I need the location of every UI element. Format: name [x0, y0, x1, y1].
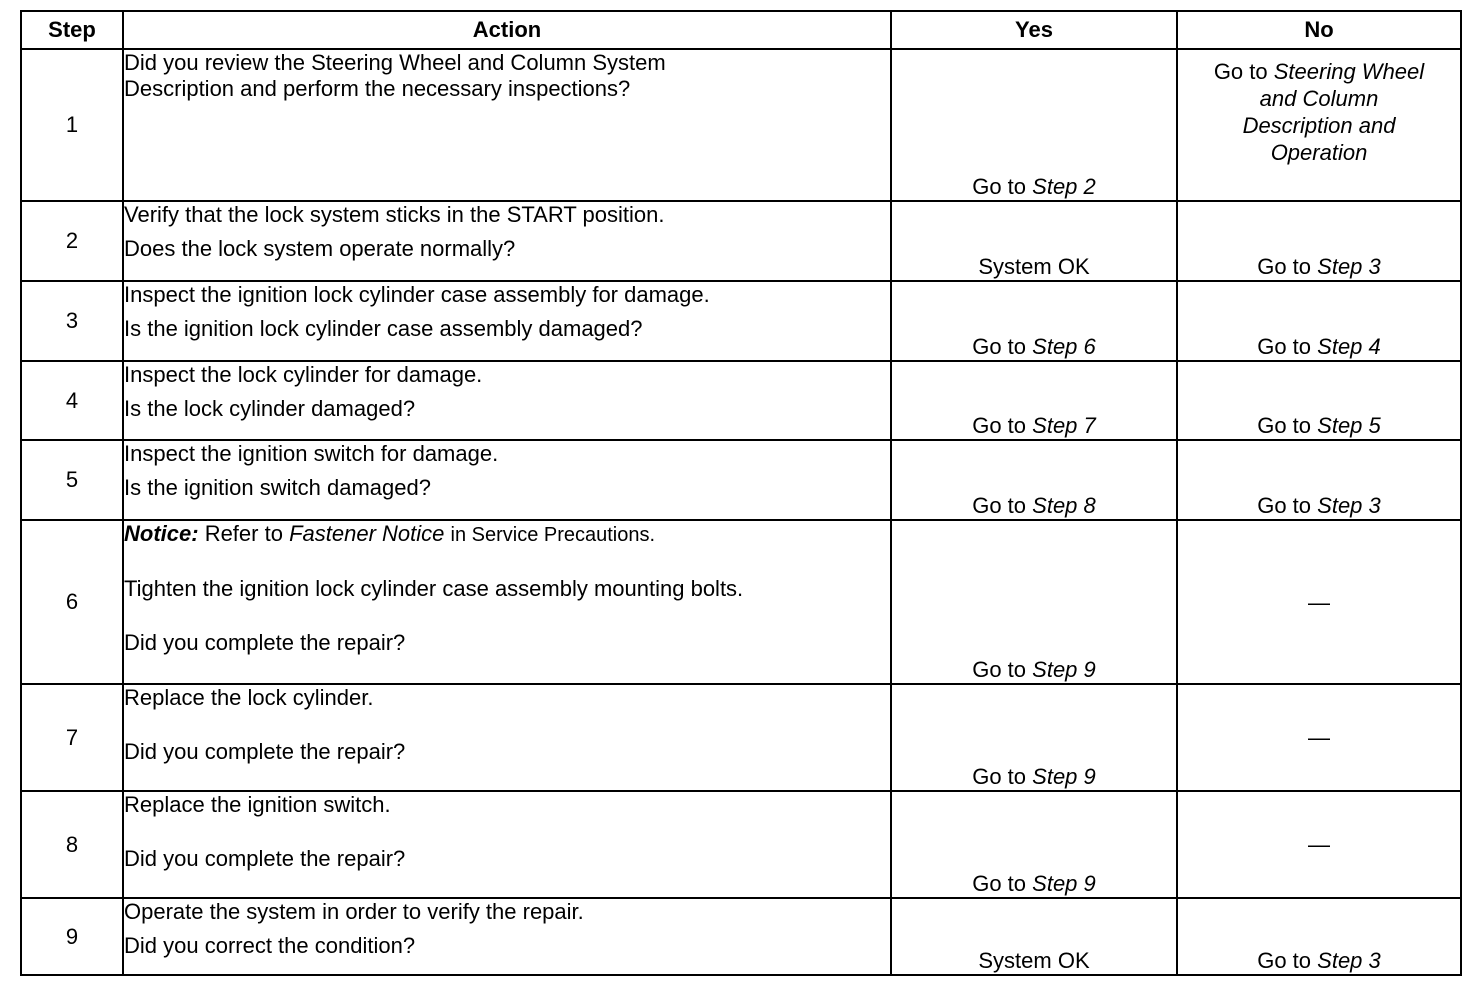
table-row — [21, 791, 1461, 898]
step-number: 7 — [21, 684, 123, 791]
action-question: Did you correct the condition? — [124, 933, 416, 958]
no-prefix: Go to — [1213, 59, 1268, 84]
notice-text: in Service Precautions. — [450, 524, 656, 546]
yes-prefix: Go to — [972, 174, 1027, 199]
notice-line — [124, 521, 655, 546]
no-prefix: Go to — [1257, 413, 1312, 438]
step-number: 5 — [21, 440, 123, 520]
header-no: No — [1177, 11, 1461, 49]
action-cell — [123, 684, 891, 791]
no-cell — [1177, 791, 1461, 898]
no-cell — [1177, 440, 1461, 520]
yes-prefix: Go to — [972, 871, 1027, 896]
step-link[interactable]: Step 9 — [1032, 871, 1096, 896]
diagnostic-table — [20, 10, 1462, 976]
yes-cell — [891, 281, 1177, 361]
step-link[interactable]: Step 3 — [1317, 493, 1381, 518]
yes-prefix: Go to — [972, 413, 1027, 438]
no-cell — [1177, 201, 1461, 281]
action-text: Inspect the ignition lock cylinder case assembly for damage. — [124, 282, 710, 307]
table-row — [21, 520, 1461, 684]
no-cell — [1177, 361, 1461, 440]
no-cell — [1177, 684, 1461, 791]
no-cell — [1177, 281, 1461, 361]
no-dash: — — [1308, 589, 1330, 615]
table-row — [21, 201, 1461, 281]
yes-cell — [891, 201, 1177, 281]
yes-prefix: Go to — [972, 334, 1027, 359]
step-link[interactable]: Step 5 — [1317, 413, 1381, 438]
notice-text: Refer to — [204, 521, 283, 546]
header-step: Step — [21, 11, 123, 49]
step-link[interactable]: Step 3 — [1317, 254, 1381, 279]
table-row — [21, 281, 1461, 361]
step-link[interactable]: Step 3 — [1317, 948, 1381, 973]
no-cell — [1177, 49, 1461, 201]
action-cell — [123, 361, 891, 440]
yes-text: System OK — [978, 254, 1090, 279]
table-row — [21, 49, 1461, 201]
action-text: Did you review the Steering Wheel and Column System — [124, 50, 666, 75]
yes-prefix: Go to — [972, 493, 1027, 518]
step-number: 2 — [21, 201, 123, 281]
table-row — [21, 440, 1461, 520]
step-number: 6 — [21, 520, 123, 684]
step-link[interactable]: Step 9 — [1032, 657, 1096, 682]
action-text: Replace the lock cylinder. — [124, 685, 374, 710]
action-text: Operate the system in order to verify the repair. — [124, 899, 584, 924]
action-text: Replace the ignition switch. — [124, 792, 391, 817]
yes-cell — [891, 520, 1177, 684]
reference-link[interactable]: Operation — [1270, 140, 1368, 165]
table-row — [21, 898, 1461, 975]
action-question: Is the ignition lock cylinder case assembly damaged? — [124, 316, 643, 341]
step-link[interactable]: Step 8 — [1032, 493, 1096, 518]
reference-link[interactable]: Steering Wheel — [1273, 59, 1425, 84]
action-cell — [123, 791, 891, 898]
action-cell — [123, 201, 891, 281]
yes-cell — [891, 898, 1177, 975]
action-question: Did you complete the repair? — [124, 846, 406, 871]
action-question: Did you complete the repair? — [124, 630, 406, 655]
action-text: Verify that the lock system sticks in the START position. — [124, 202, 665, 227]
no-prefix: Go to — [1257, 493, 1312, 518]
table-row — [21, 684, 1461, 791]
action-text: Inspect the lock cylinder for damage. — [124, 362, 483, 387]
action-cell — [123, 520, 891, 684]
action-question: Did you complete the repair? — [124, 739, 406, 764]
step-number: 4 — [21, 361, 123, 440]
step-number: 9 — [21, 898, 123, 975]
yes-cell — [891, 791, 1177, 898]
action-cell — [123, 440, 891, 520]
reference-link[interactable]: Description and — [1242, 113, 1396, 138]
header-yes: Yes — [891, 11, 1177, 49]
step-link[interactable]: Step 7 — [1032, 413, 1096, 438]
action-cell — [123, 281, 891, 361]
action-question: Does the lock system operate normally? — [124, 236, 516, 261]
no-dash: — — [1308, 725, 1330, 750]
step-link[interactable]: Step 4 — [1317, 334, 1381, 359]
step-number: 3 — [21, 281, 123, 361]
action-text: Inspect the ignition switch for damage. — [124, 441, 499, 466]
fastener-notice-link[interactable]: Fastener Notice — [289, 521, 445, 546]
step-link[interactable]: Step 2 — [1032, 174, 1096, 199]
step-number: 8 — [21, 791, 123, 898]
action-question: Is the lock cylinder damaged? — [124, 396, 416, 421]
action-text: Description and perform the necessary inspections? — [124, 76, 631, 101]
header-action: Action — [123, 11, 891, 49]
step-number: 1 — [21, 49, 123, 201]
action-question: Is the ignition switch damaged? — [124, 475, 431, 500]
no-prefix: Go to — [1257, 948, 1312, 973]
step-link[interactable]: Step 6 — [1032, 334, 1096, 359]
yes-prefix: Go to — [972, 764, 1027, 789]
no-cell — [1177, 898, 1461, 975]
yes-prefix: Go to — [972, 657, 1027, 682]
action-cell — [123, 898, 891, 975]
yes-text: System OK — [978, 948, 1090, 973]
no-cell — [1177, 520, 1461, 684]
no-prefix: Go to — [1257, 254, 1312, 279]
header-row — [21, 11, 1461, 49]
table-row — [21, 361, 1461, 440]
yes-cell — [891, 684, 1177, 791]
action-cell — [123, 49, 891, 201]
yes-cell — [891, 49, 1177, 201]
yes-cell — [891, 440, 1177, 520]
no-dash: — — [1308, 832, 1330, 857]
no-prefix: Go to — [1257, 334, 1312, 359]
yes-cell — [891, 361, 1177, 440]
notice-label: Notice: — [124, 521, 199, 546]
step-link[interactable]: Step 9 — [1032, 764, 1096, 789]
action-text: Tighten the ignition lock cylinder case assembly mounting bolts. — [124, 576, 744, 601]
reference-link[interactable]: and Column — [1259, 86, 1379, 111]
